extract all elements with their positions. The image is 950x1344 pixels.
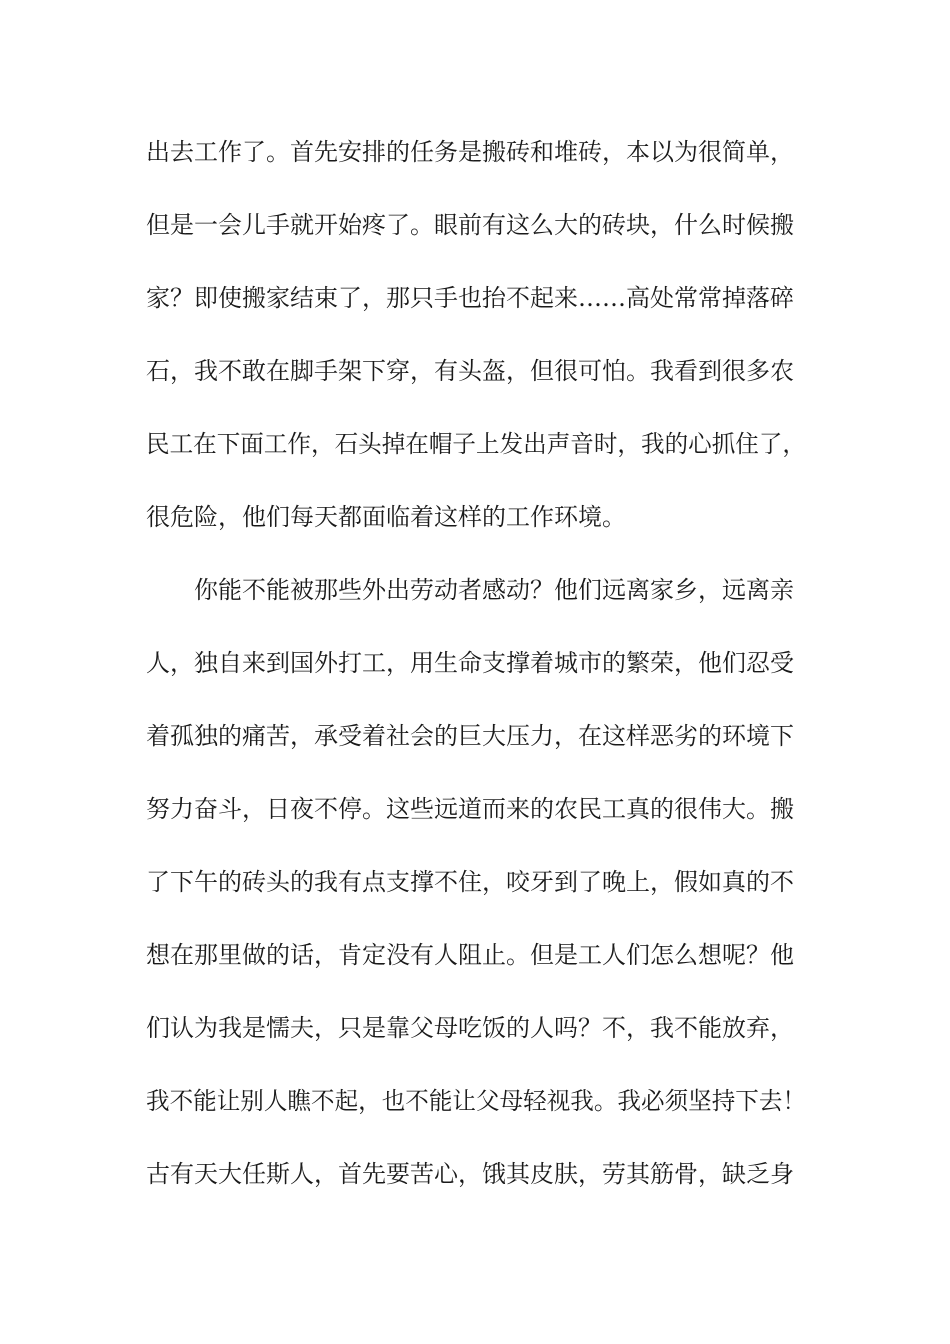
paragraph-1-line-5: 民工在下面工作，石头掉在帽子上发出声音时，我的心抓住了， [146, 430, 806, 458]
paragraph-1-line-4: 石，我不敢在脚手架下穿，有头盔，但很可怕。我看到很多农 [146, 357, 794, 385]
paragraph-2-line-4: 努力奋斗，日夜不停。这些远道而来的农民工真的很伟大。搬 [146, 795, 794, 823]
paragraph-2-line-7: 们认为我是懦夫，只是靠父母吃饭的人吗？不，我不能放弃， [146, 1014, 794, 1042]
paragraph-2-line-5: 了下午的砖头的我有点支撑不住，咬牙到了晚上，假如真的不 [146, 868, 794, 896]
paragraph-2-line-8: 我不能让别人瞧不起，也不能让父母轻视我。我必须坚持下去！ [146, 1087, 806, 1115]
paragraph-1-line-2: 但是一会儿手就开始疼了。眼前有这么大的砖块，什么时候搬 [146, 211, 794, 239]
body-text [146, 127, 806, 1222]
paragraph-2-line-3: 着孤独的痛苦，承受着社会的巨大压力，在这样恶劣的环境下 [146, 722, 794, 750]
paragraph-1-line-3: 家？即使搬家结束了，那只手也抬不起来……高处常常掉落碎 [146, 284, 794, 312]
paragraph-1-line-6: 很危险，他们每天都面临着这样的工作环境。 [146, 503, 626, 531]
paragraph-1-line-1: 出去工作了。首先安排的任务是搬砖和堆砖，本以为很简单， [146, 138, 794, 166]
paragraph-2-line-6: 想在那里做的话，肯定没有人阻止。但是工人们怎么想呢？他 [146, 941, 794, 969]
paragraph-2-line-1: 你能不能被那些外出劳动者感动？他们远离家乡，远离亲 [194, 576, 794, 604]
paragraph-2-line-2: 人，独自来到国外打工，用生命支撑着城市的繁荣，他们忍受 [146, 649, 794, 677]
paragraph-2-line-9: 古有天大任斯人，首先要苦心，饿其皮肤，劳其筋骨，缺乏身 [146, 1160, 794, 1188]
